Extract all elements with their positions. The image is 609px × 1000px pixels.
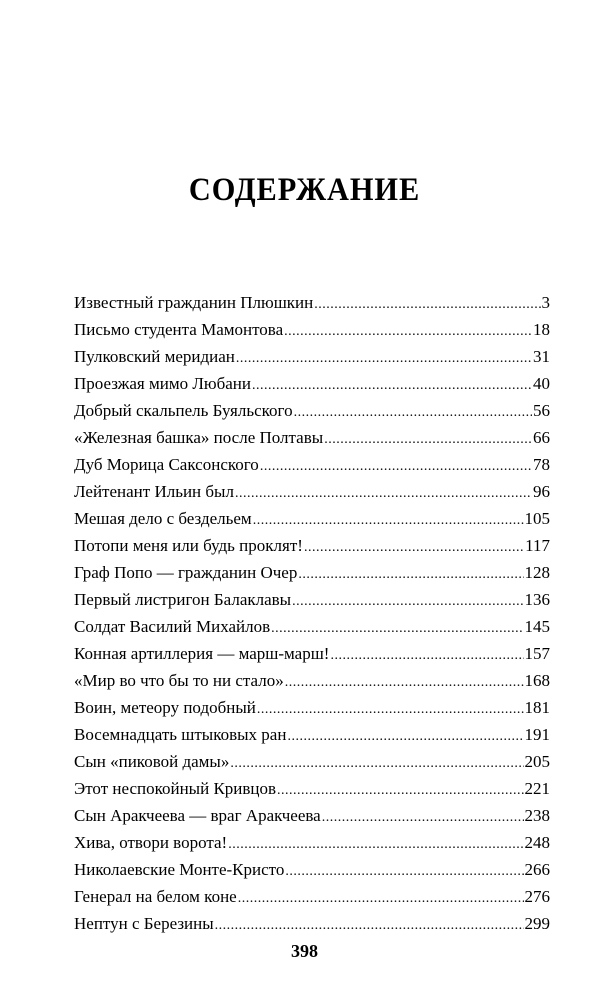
toc-entry	[74, 451, 550, 478]
toc-entry	[74, 397, 550, 424]
toc-entry	[74, 856, 550, 883]
toc-entry-title: Солдат Василий Михайлов	[74, 617, 271, 636]
toc-entry-title: Воин, метеору подобный	[74, 698, 256, 717]
dot-leader	[252, 372, 532, 399]
toc-entry	[74, 586, 550, 613]
toc-entry-page: 238	[524, 806, 550, 825]
toc-entry-page: 205	[524, 752, 550, 771]
toc-entry-title: Генерал на белом коне	[74, 887, 237, 906]
toc-entry-title: «Мир во что бы то ни стало»	[74, 671, 284, 690]
toc-entry-page: 136	[524, 590, 550, 609]
toc-entry-title: «Железная башка» после Полтавы	[74, 428, 324, 447]
toc-entry-title: Этот неспокойный Кривцов	[74, 779, 277, 798]
dot-leader	[285, 669, 524, 696]
toc-entry-title: Мешая дело с бездельем	[74, 509, 252, 528]
dot-leader	[324, 426, 532, 453]
toc-entry	[74, 802, 550, 829]
dot-leader	[260, 453, 532, 480]
toc-entry-title: Первый листригон Балаклавы	[74, 590, 292, 609]
toc-entry-page: 3	[541, 293, 550, 312]
toc-entry	[74, 559, 550, 586]
toc-entry-page: 266	[524, 860, 550, 879]
toc-entry-page: 157	[524, 644, 550, 663]
toc-entry-page: 145	[524, 617, 550, 636]
dot-leader	[330, 642, 523, 669]
toc-entry-page: 78	[533, 455, 550, 474]
toc-entry-page: 40	[533, 374, 550, 393]
dot-leader	[257, 696, 524, 723]
dot-leader	[322, 804, 524, 831]
toc-entry	[74, 343, 550, 370]
dot-leader	[271, 615, 523, 642]
toc-entry-page: 248	[524, 833, 550, 852]
toc-entry	[74, 370, 550, 397]
toc-entry-title: Письмо студента Мамонтова	[74, 320, 284, 339]
page-title: СОДЕРЖАНИЕ	[188, 172, 421, 208]
toc-entry-page: 105	[524, 509, 550, 528]
toc-entry-title: Пулковский меридиан	[74, 347, 235, 366]
toc-entry-title: Сын «пиковой дамы»	[74, 752, 230, 771]
dot-leader	[236, 345, 532, 372]
toc-entry-title: Восемнадцать штыковых ран	[74, 725, 287, 744]
toc-entry-title: Дуб Морица Саксонского	[74, 455, 259, 474]
dot-leader	[228, 831, 523, 858]
toc-entry-page: 56	[533, 401, 550, 420]
dot-leader	[304, 534, 524, 561]
dot-leader	[235, 480, 532, 507]
toc-entry-title: Николаевские Монте-Кристо	[74, 860, 285, 879]
dot-leader	[277, 777, 523, 804]
toc-entry	[74, 667, 550, 694]
toc-entry	[74, 721, 550, 748]
toc-entry-page: 66	[533, 428, 550, 447]
toc-entry-page: 96	[533, 482, 550, 501]
toc-entry	[74, 316, 550, 343]
toc-entry-title: Потопи меня или будь проклят!	[74, 536, 303, 555]
toc-entry-page: 299	[524, 914, 550, 933]
dot-leader	[215, 912, 524, 939]
toc-entry	[74, 883, 550, 910]
toc-entry	[74, 532, 550, 559]
toc-entry-page: 191	[524, 725, 550, 744]
toc-entry-title: Лейтенант Ильин был	[74, 482, 234, 501]
toc-entry	[74, 910, 550, 937]
toc-entry-page: 31	[533, 347, 550, 366]
toc-entry	[74, 775, 550, 802]
toc-entry-page: 168	[524, 671, 550, 690]
dot-leader	[294, 399, 532, 426]
dot-leader	[284, 318, 532, 345]
dot-leader	[253, 507, 524, 534]
toc-entry-title: Известный гражданин Плюшкин	[74, 293, 314, 312]
table-of-contents	[74, 289, 550, 937]
dot-leader	[314, 291, 540, 318]
toc-entry-title: Нептун с Березины	[74, 914, 214, 933]
toc-entry-page: 117	[525, 536, 550, 555]
toc-entry	[74, 829, 550, 856]
toc-entry-title: Хива, отвори ворота!	[74, 833, 228, 852]
dot-leader	[298, 561, 523, 588]
toc-entry	[74, 289, 550, 316]
toc-entry	[74, 505, 550, 532]
dot-leader	[292, 588, 523, 615]
toc-entry	[74, 613, 550, 640]
toc-entry-title: Проезжая мимо Любани	[74, 374, 251, 393]
toc-entry-page: 128	[524, 563, 550, 582]
toc-entry-title: Добрый скальпель Буяльского	[74, 401, 293, 420]
toc-entry-page: 181	[524, 698, 550, 717]
toc-entry	[74, 748, 550, 775]
page-number: 398	[291, 941, 318, 961]
dot-leader	[238, 885, 524, 912]
dot-leader	[287, 723, 523, 750]
toc-entry-page: 18	[533, 320, 550, 339]
toc-entry-title: Граф Попо — гражданин Очер	[74, 563, 298, 582]
toc-entry-page: 276	[524, 887, 550, 906]
toc-entry	[74, 694, 550, 721]
toc-entry	[74, 424, 550, 451]
toc-entry	[74, 478, 550, 505]
toc-entry	[74, 640, 550, 667]
toc-entry-title: Сын Аракчеева — враг Аракчеева	[74, 806, 321, 825]
toc-entry-title: Конная артиллерия — марш-марш!	[74, 644, 330, 663]
dot-leader	[285, 858, 523, 885]
toc-entry-page: 221	[524, 779, 550, 798]
dot-leader	[230, 750, 523, 777]
